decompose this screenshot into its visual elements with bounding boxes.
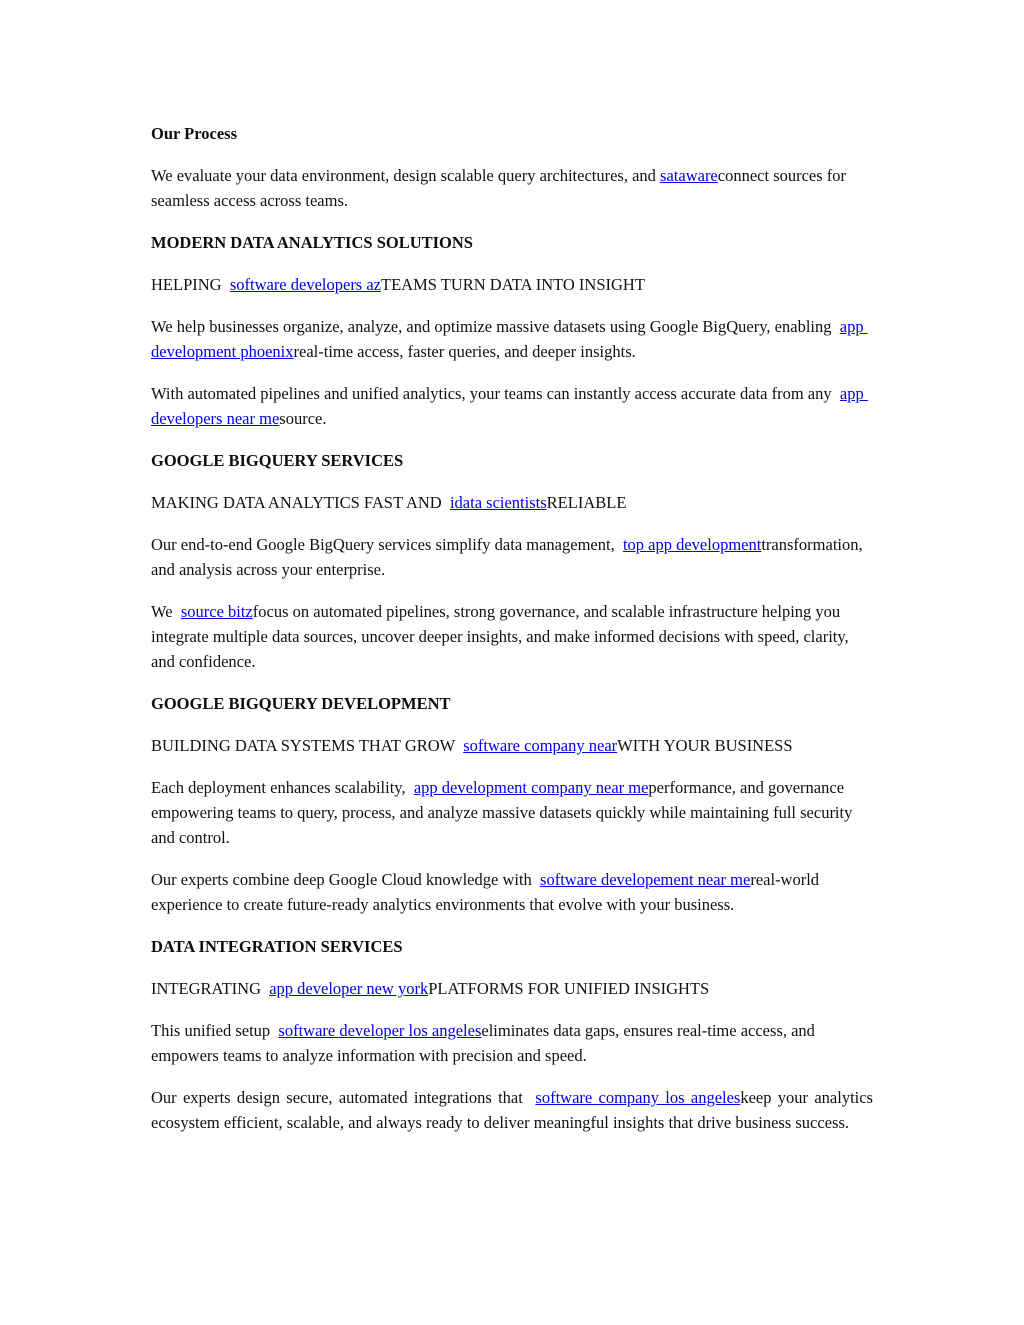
link-software-company-near[interactable]: software company near: [463, 736, 618, 755]
paragraph: [151, 867, 873, 917]
text-run: Our end-to-end Google BigQuery services simplify data management,: [151, 535, 623, 554]
link-source-bitz[interactable]: source bitz: [180, 602, 253, 621]
heading-data-integration-services: [151, 934, 873, 959]
heading-google-bigquery-services: [151, 448, 873, 473]
paragraph: [151, 599, 873, 674]
text-run: With automated pipelines and unified analytics, your teams can instantly access accurate data from any: [151, 384, 840, 403]
link-software-developer-los-angeles[interactable]: software developer los angeles: [278, 1021, 482, 1040]
paragraph: [151, 1018, 873, 1068]
link-software-developement-near-me[interactable]: software developement near me: [540, 870, 751, 889]
text-run: Each deployment enhances scalability,: [151, 778, 414, 797]
text-run: focus on automated pipelines, strong governance, and scalable infrastructure helping you integrate multiple data sources, uncover deeper insights, and make informed decisions with speed, clarity, and confidence.: [151, 602, 853, 671]
text-run: Our Process: [151, 124, 238, 143]
text-run: transformation, and analysis across your enterprise.: [151, 535, 867, 579]
link-app-developer-new-york[interactable]: app developer new york: [269, 979, 429, 998]
text-run: HELPING: [151, 275, 230, 294]
text-run: We evaluate your data environment, design scalable query architectures, and: [151, 166, 661, 185]
text-run: real-time access, faster queries, and deeper insights.: [293, 342, 636, 361]
paragraph: [151, 163, 873, 213]
text-run: source.: [279, 409, 327, 428]
paragraph: [151, 272, 873, 297]
text-run: real-world experience to create future-ready analytics environments that evolve with your business.: [151, 870, 824, 914]
paragraph: [151, 381, 873, 431]
link-app-developers-near-me[interactable]: app developers near me: [151, 384, 868, 428]
text-run: BUILDING DATA SYSTEMS THAT GROW: [151, 736, 464, 755]
heading-modern-data-analytics-solutions: [151, 230, 873, 255]
text-run: We: [151, 602, 181, 621]
heading-our-process: [151, 121, 873, 146]
paragraph: [151, 775, 873, 850]
text-run: WITH YOUR BUSINESS: [617, 736, 793, 755]
paragraph: [151, 976, 873, 1001]
text-run: MAKING DATA ANALYTICS FAST AND: [151, 493, 450, 512]
link-software-developers-az[interactable]: software developers az: [229, 275, 382, 294]
paragraph: [151, 733, 873, 758]
text-run: eliminates data gaps, ensures real-time access, and empowers teams to analyze information with precision and speed.: [151, 1021, 820, 1065]
text-run: This unified setup: [151, 1021, 279, 1040]
text-run: PLATFORMS FOR UNIFIED INSIGHTS: [428, 979, 710, 998]
link-sataware[interactable]: sataware: [660, 166, 718, 185]
link-app-development-company-near-me[interactable]: app development company near me: [413, 778, 649, 797]
text-run: MODERN DATA ANALYTICS SOLUTIONS: [151, 233, 473, 252]
paragraph: [151, 490, 873, 515]
link-idata-scientists[interactable]: idata scientists: [449, 493, 547, 512]
document-body: [151, 121, 878, 1135]
paragraph: [151, 314, 873, 364]
text-run: RELIABLE: [546, 493, 627, 512]
text-run: GOOGLE BIGQUERY DEVELOPMENT: [151, 694, 451, 713]
text-run: connect sources for seamless access across teams.: [151, 166, 851, 210]
paragraph: [151, 1085, 878, 1135]
link-top-app-development[interactable]: top app development: [622, 535, 762, 554]
text-run: Our experts combine deep Google Cloud knowledge with: [151, 870, 541, 889]
link-app-development-phoenix[interactable]: app development phoenix: [151, 317, 868, 361]
text-run: GOOGLE BIGQUERY SERVICES: [151, 451, 404, 470]
link-software-company-los-angeles[interactable]: software company los angeles: [535, 1088, 741, 1107]
text-run: Our experts design secure, automated integrations that: [151, 1088, 536, 1107]
text-run: performance, and governance empowering teams to query, process, and analyze massive datasets quickly while maintaining full security and control.: [151, 778, 857, 847]
text-run: DATA INTEGRATION SERVICES: [151, 937, 403, 956]
text-run: keep your analytics ecosystem efficient, scalable, and always ready to deliver meaningful insights that drive business success.: [151, 1088, 878, 1132]
paragraph: [151, 532, 873, 582]
text-run: TEAMS TURN DATA INTO INSIGHT: [381, 275, 645, 294]
text-run: We help businesses organize, analyze, and optimize massive datasets using Google BigQuery, enabling: [151, 317, 840, 336]
text-run: INTEGRATING: [151, 979, 270, 998]
heading-google-bigquery-development: [151, 691, 873, 716]
